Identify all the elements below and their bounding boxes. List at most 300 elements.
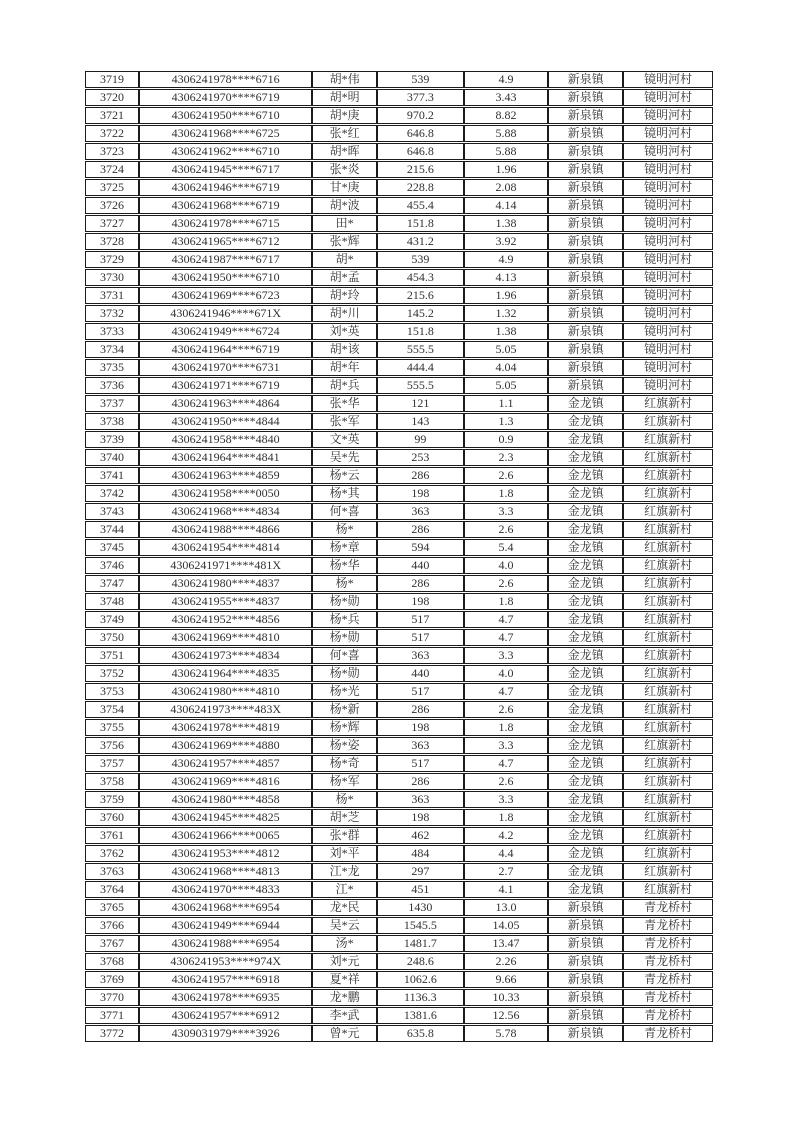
town-cell: 金龙镇 xyxy=(548,665,623,682)
town-cell: 金龙镇 xyxy=(548,431,623,448)
amount-cell: 145.2 xyxy=(377,305,464,322)
area-cell: 3.92 xyxy=(464,233,549,250)
area-cell: 12.56 xyxy=(464,1007,549,1024)
village-cell: 红旗新村 xyxy=(623,611,713,628)
town-cell: 金龙镇 xyxy=(548,611,623,628)
table-row xyxy=(85,899,713,916)
amount-cell: 555.5 xyxy=(377,341,464,358)
person-name-cell: 张*辉 xyxy=(312,233,377,250)
town-cell: 金龙镇 xyxy=(548,521,623,538)
town-cell: 金龙镇 xyxy=(548,881,623,898)
id-number-cell: 4306241949****6724 xyxy=(139,323,312,340)
id-number-cell: 4306241968****6719 xyxy=(139,197,312,214)
person-name-cell: 汤* xyxy=(312,935,377,952)
town-cell: 新泉镇 xyxy=(548,917,623,934)
amount-cell: 484 xyxy=(377,845,464,862)
row-number-cell: 3770 xyxy=(85,989,139,1006)
row-number-cell: 3728 xyxy=(85,233,139,250)
row-number-cell: 3723 xyxy=(85,143,139,160)
table-row xyxy=(85,323,713,340)
id-number-cell: 4306241953****4812 xyxy=(139,845,312,862)
area-cell: 2.6 xyxy=(464,701,549,718)
amount-cell: 440 xyxy=(377,665,464,682)
id-number-cell: 4306241980****4837 xyxy=(139,575,312,592)
amount-cell: 1381.6 xyxy=(377,1007,464,1024)
table-row xyxy=(85,413,713,430)
village-cell: 镜明河村 xyxy=(623,323,713,340)
id-number-cell: 4306241962****6710 xyxy=(139,143,312,160)
person-name-cell: 张*华 xyxy=(312,395,377,412)
id-number-cell: 4306241973****483X xyxy=(139,701,312,718)
area-cell: 3.3 xyxy=(464,737,549,754)
village-cell: 青龙桥村 xyxy=(623,899,713,916)
id-number-cell: 4306241969****4810 xyxy=(139,629,312,646)
area-cell: 3.3 xyxy=(464,647,549,664)
id-number-cell: 4306241955****4837 xyxy=(139,593,312,610)
person-name-cell: 张*军 xyxy=(312,413,377,430)
area-cell: 4.7 xyxy=(464,683,549,700)
town-cell: 金龙镇 xyxy=(548,845,623,862)
person-name-cell: 何*喜 xyxy=(312,647,377,664)
person-name-cell: 龙*鹏 xyxy=(312,989,377,1006)
row-number-cell: 3735 xyxy=(85,359,139,376)
row-number-cell: 3764 xyxy=(85,881,139,898)
table-row xyxy=(85,791,713,808)
area-cell: 4.7 xyxy=(464,755,549,772)
person-name-cell: 胡*玲 xyxy=(312,287,377,304)
town-cell: 新泉镇 xyxy=(548,89,623,106)
area-cell: 5.4 xyxy=(464,539,549,556)
village-cell: 镜明河村 xyxy=(623,197,713,214)
area-cell: 1.38 xyxy=(464,323,549,340)
amount-cell: 151.8 xyxy=(377,323,464,340)
row-number-cell: 3719 xyxy=(85,71,139,88)
id-number-cell: 4306241978****6935 xyxy=(139,989,312,1006)
area-cell: 3.3 xyxy=(464,791,549,808)
amount-cell: 431.2 xyxy=(377,233,464,250)
id-number-cell: 4306241954****4814 xyxy=(139,539,312,556)
village-cell: 红旗新村 xyxy=(623,521,713,538)
row-number-cell: 3730 xyxy=(85,269,139,286)
amount-cell: 253 xyxy=(377,449,464,466)
town-cell: 新泉镇 xyxy=(548,1025,623,1042)
area-cell: 9.66 xyxy=(464,971,549,988)
area-cell: 3.3 xyxy=(464,503,549,520)
person-name-cell: 胡*芝 xyxy=(312,809,377,826)
village-cell: 红旗新村 xyxy=(623,791,713,808)
amount-cell: 248.6 xyxy=(377,953,464,970)
id-number-cell: 4306241966****0065 xyxy=(139,827,312,844)
table-row xyxy=(85,341,713,358)
person-name-cell: 杨*勋 xyxy=(312,665,377,682)
amount-cell: 363 xyxy=(377,503,464,520)
id-number-cell: 4306241946****671X xyxy=(139,305,312,322)
table-row xyxy=(85,107,713,124)
id-number-cell: 4306241987****6717 xyxy=(139,251,312,268)
person-name-cell: 吴*先 xyxy=(312,449,377,466)
amount-cell: 363 xyxy=(377,647,464,664)
row-number-cell: 3733 xyxy=(85,323,139,340)
person-name-cell: 杨*光 xyxy=(312,683,377,700)
person-name-cell: 杨*兵 xyxy=(312,611,377,628)
village-cell: 红旗新村 xyxy=(623,467,713,484)
id-number-cell: 4306241964****4835 xyxy=(139,665,312,682)
row-number-cell: 3763 xyxy=(85,863,139,880)
row-number-cell: 3762 xyxy=(85,845,139,862)
amount-cell: 517 xyxy=(377,683,464,700)
town-cell: 新泉镇 xyxy=(548,899,623,916)
area-cell: 2.6 xyxy=(464,773,549,790)
town-cell: 新泉镇 xyxy=(548,305,623,322)
amount-cell: 539 xyxy=(377,71,464,88)
table-row xyxy=(85,269,713,286)
row-number-cell: 3767 xyxy=(85,935,139,952)
village-cell: 青龙桥村 xyxy=(623,1007,713,1024)
row-number-cell: 3746 xyxy=(85,557,139,574)
village-cell: 镜明河村 xyxy=(623,305,713,322)
village-cell: 红旗新村 xyxy=(623,719,713,736)
town-cell: 金龙镇 xyxy=(548,809,623,826)
table-row xyxy=(85,647,713,664)
area-cell: 0.9 xyxy=(464,431,549,448)
amount-cell: 454.3 xyxy=(377,269,464,286)
table-row xyxy=(85,197,713,214)
person-name-cell: 胡*孟 xyxy=(312,269,377,286)
town-cell: 金龙镇 xyxy=(548,395,623,412)
town-cell: 新泉镇 xyxy=(548,359,623,376)
person-name-cell: 吴*云 xyxy=(312,917,377,934)
amount-cell: 286 xyxy=(377,521,464,538)
id-number-cell: 4306241980****4858 xyxy=(139,791,312,808)
town-cell: 金龙镇 xyxy=(548,827,623,844)
village-cell: 红旗新村 xyxy=(623,809,713,826)
table-row xyxy=(85,359,713,376)
table-row xyxy=(85,305,713,322)
table-row xyxy=(85,287,713,304)
person-name-cell: 杨*奇 xyxy=(312,755,377,772)
area-cell: 4.9 xyxy=(464,251,549,268)
town-cell: 新泉镇 xyxy=(548,971,623,988)
town-cell: 新泉镇 xyxy=(548,125,623,142)
area-cell: 1.3 xyxy=(464,413,549,430)
amount-cell: 198 xyxy=(377,809,464,826)
table-body xyxy=(85,71,713,1042)
table-row xyxy=(85,449,713,466)
area-cell: 1.38 xyxy=(464,215,549,232)
amount-cell: 517 xyxy=(377,611,464,628)
person-name-cell: 甘*庚 xyxy=(312,179,377,196)
table-row xyxy=(85,701,713,718)
person-name-cell: 刘*元 xyxy=(312,953,377,970)
table-row xyxy=(85,629,713,646)
person-name-cell: 杨*军 xyxy=(312,773,377,790)
area-cell: 5.88 xyxy=(464,143,549,160)
row-number-cell: 3729 xyxy=(85,251,139,268)
town-cell: 金龙镇 xyxy=(548,629,623,646)
town-cell: 金龙镇 xyxy=(548,593,623,610)
id-number-cell: 4306241968****6954 xyxy=(139,899,312,916)
area-cell: 1.32 xyxy=(464,305,549,322)
amount-cell: 286 xyxy=(377,773,464,790)
area-cell: 5.05 xyxy=(464,377,549,394)
row-number-cell: 3726 xyxy=(85,197,139,214)
row-number-cell: 3766 xyxy=(85,917,139,934)
table-row xyxy=(85,953,713,970)
row-number-cell: 3743 xyxy=(85,503,139,520)
amount-cell: 198 xyxy=(377,485,464,502)
town-cell: 金龙镇 xyxy=(548,755,623,772)
town-cell: 新泉镇 xyxy=(548,71,623,88)
village-cell: 镜明河村 xyxy=(623,287,713,304)
area-cell: 5.88 xyxy=(464,125,549,142)
area-cell: 10.33 xyxy=(464,989,549,1006)
town-cell: 新泉镇 xyxy=(548,377,623,394)
table-row xyxy=(85,863,713,880)
area-cell: 2.7 xyxy=(464,863,549,880)
id-number-cell: 4306241950****4844 xyxy=(139,413,312,430)
id-number-cell: 4306241969****4880 xyxy=(139,737,312,754)
person-name-cell: 夏*祥 xyxy=(312,971,377,988)
table-row xyxy=(85,881,713,898)
person-name-cell: 田* xyxy=(312,215,377,232)
row-number-cell: 3742 xyxy=(85,485,139,502)
id-number-cell: 4306241965****6712 xyxy=(139,233,312,250)
amount-cell: 455.4 xyxy=(377,197,464,214)
village-cell: 青龙桥村 xyxy=(623,917,713,934)
town-cell: 金龙镇 xyxy=(548,683,623,700)
village-cell: 红旗新村 xyxy=(623,539,713,556)
id-number-cell: 4306241968****4834 xyxy=(139,503,312,520)
person-name-cell: 江* xyxy=(312,881,377,898)
id-number-cell: 4306241945****6717 xyxy=(139,161,312,178)
id-number-cell: 4306241949****6944 xyxy=(139,917,312,934)
town-cell: 金龙镇 xyxy=(548,701,623,718)
row-number-cell: 3744 xyxy=(85,521,139,538)
area-cell: 1.8 xyxy=(464,485,549,502)
id-number-cell: 4306241968****6725 xyxy=(139,125,312,142)
village-cell: 镜明河村 xyxy=(623,269,713,286)
village-cell: 镜明河村 xyxy=(623,89,713,106)
amount-cell: 440 xyxy=(377,557,464,574)
amount-cell: 1481.7 xyxy=(377,935,464,952)
amount-cell: 555.5 xyxy=(377,377,464,394)
row-number-cell: 3761 xyxy=(85,827,139,844)
person-name-cell: 胡*该 xyxy=(312,341,377,358)
id-number-cell: 4306241958****4840 xyxy=(139,431,312,448)
id-number-cell: 4306241964****4841 xyxy=(139,449,312,466)
row-number-cell: 3741 xyxy=(85,467,139,484)
subsidy-table xyxy=(85,70,713,1043)
table-row xyxy=(85,683,713,700)
table-row xyxy=(85,557,713,574)
area-cell: 2.3 xyxy=(464,449,549,466)
village-cell: 青龙桥村 xyxy=(623,935,713,952)
table-row xyxy=(85,719,713,736)
table-row xyxy=(85,233,713,250)
area-cell: 2.6 xyxy=(464,521,549,538)
amount-cell: 539 xyxy=(377,251,464,268)
area-cell: 14.05 xyxy=(464,917,549,934)
table-row xyxy=(85,593,713,610)
table-row xyxy=(85,755,713,772)
row-number-cell: 3738 xyxy=(85,413,139,430)
village-cell: 红旗新村 xyxy=(623,629,713,646)
id-number-cell: 4309031979****3926 xyxy=(139,1025,312,1042)
row-number-cell: 3734 xyxy=(85,341,139,358)
person-name-cell: 张*炎 xyxy=(312,161,377,178)
table-row xyxy=(85,1025,713,1042)
row-number-cell: 3740 xyxy=(85,449,139,466)
town-cell: 新泉镇 xyxy=(548,989,623,1006)
person-name-cell: 杨*勋 xyxy=(312,629,377,646)
person-name-cell: 张*群 xyxy=(312,827,377,844)
village-cell: 红旗新村 xyxy=(623,413,713,430)
person-name-cell: 杨*姿 xyxy=(312,737,377,754)
person-name-cell: 文*英 xyxy=(312,431,377,448)
town-cell: 金龙镇 xyxy=(548,557,623,574)
id-number-cell: 4306241957****6912 xyxy=(139,1007,312,1024)
id-number-cell: 4306241971****481X xyxy=(139,557,312,574)
table-row xyxy=(85,1007,713,1024)
table-row xyxy=(85,665,713,682)
amount-cell: 286 xyxy=(377,701,464,718)
amount-cell: 286 xyxy=(377,575,464,592)
row-number-cell: 3751 xyxy=(85,647,139,664)
person-name-cell: 李*武 xyxy=(312,1007,377,1024)
town-cell: 金龙镇 xyxy=(548,773,623,790)
town-cell: 金龙镇 xyxy=(548,485,623,502)
town-cell: 新泉镇 xyxy=(548,197,623,214)
person-name-cell: 胡*明 xyxy=(312,89,377,106)
person-name-cell: 杨*辉 xyxy=(312,719,377,736)
person-name-cell: 刘*英 xyxy=(312,323,377,340)
area-cell: 4.4 xyxy=(464,845,549,862)
village-cell: 红旗新村 xyxy=(623,593,713,610)
person-name-cell: 何*喜 xyxy=(312,503,377,520)
village-cell: 青龙桥村 xyxy=(623,971,713,988)
row-number-cell: 3721 xyxy=(85,107,139,124)
id-number-cell: 4306241953****974X xyxy=(139,953,312,970)
village-cell: 镜明河村 xyxy=(623,377,713,394)
row-number-cell: 3739 xyxy=(85,431,139,448)
town-cell: 金龙镇 xyxy=(548,719,623,736)
person-name-cell: 胡*兵 xyxy=(312,377,377,394)
table-row xyxy=(85,485,713,502)
area-cell: 13.0 xyxy=(464,899,549,916)
town-cell: 新泉镇 xyxy=(548,215,623,232)
table-row xyxy=(85,143,713,160)
row-number-cell: 3720 xyxy=(85,89,139,106)
village-cell: 红旗新村 xyxy=(623,827,713,844)
person-name-cell: 杨* xyxy=(312,521,377,538)
amount-cell: 377.3 xyxy=(377,89,464,106)
area-cell: 4.14 xyxy=(464,197,549,214)
row-number-cell: 3765 xyxy=(85,899,139,916)
table-row xyxy=(85,125,713,142)
id-number-cell: 4306241973****4834 xyxy=(139,647,312,664)
village-cell: 青龙桥村 xyxy=(623,989,713,1006)
row-number-cell: 3771 xyxy=(85,1007,139,1024)
person-name-cell: 胡*川 xyxy=(312,305,377,322)
id-number-cell: 4306241988****6954 xyxy=(139,935,312,952)
table-row xyxy=(85,215,713,232)
area-cell: 4.0 xyxy=(464,665,549,682)
village-cell: 镜明河村 xyxy=(623,125,713,142)
town-cell: 新泉镇 xyxy=(548,287,623,304)
area-cell: 8.82 xyxy=(464,107,549,124)
id-number-cell: 4306241978****6715 xyxy=(139,215,312,232)
person-name-cell: 胡*年 xyxy=(312,359,377,376)
row-number-cell: 3754 xyxy=(85,701,139,718)
id-number-cell: 4306241971****6719 xyxy=(139,377,312,394)
table-row xyxy=(85,827,713,844)
table-row xyxy=(85,989,713,1006)
person-name-cell: 龙*民 xyxy=(312,899,377,916)
area-cell: 4.04 xyxy=(464,359,549,376)
table-row xyxy=(85,377,713,394)
amount-cell: 1136.3 xyxy=(377,989,464,1006)
row-number-cell: 3769 xyxy=(85,971,139,988)
area-cell: 2.26 xyxy=(464,953,549,970)
village-cell: 红旗新村 xyxy=(623,773,713,790)
amount-cell: 1545.5 xyxy=(377,917,464,934)
person-name-cell: 杨*华 xyxy=(312,557,377,574)
id-number-cell: 4306241958****0050 xyxy=(139,485,312,502)
amount-cell: 151.8 xyxy=(377,215,464,232)
area-cell: 2.6 xyxy=(464,467,549,484)
person-name-cell: 杨*勋 xyxy=(312,593,377,610)
village-cell: 青龙桥村 xyxy=(623,1025,713,1042)
person-name-cell: 刘*平 xyxy=(312,845,377,862)
town-cell: 金龙镇 xyxy=(548,539,623,556)
row-number-cell: 3732 xyxy=(85,305,139,322)
row-number-cell: 3755 xyxy=(85,719,139,736)
table-row xyxy=(85,161,713,178)
area-cell: 3.43 xyxy=(464,89,549,106)
table-row xyxy=(85,539,713,556)
table-row xyxy=(85,809,713,826)
person-name-cell: 杨* xyxy=(312,791,377,808)
amount-cell: 462 xyxy=(377,827,464,844)
id-number-cell: 4306241952****4856 xyxy=(139,611,312,628)
table-row xyxy=(85,917,713,934)
id-number-cell: 4306241957****4857 xyxy=(139,755,312,772)
id-number-cell: 4306241946****6719 xyxy=(139,179,312,196)
town-cell: 新泉镇 xyxy=(548,161,623,178)
village-cell: 红旗新村 xyxy=(623,557,713,574)
row-number-cell: 3722 xyxy=(85,125,139,142)
row-number-cell: 3757 xyxy=(85,755,139,772)
table-row xyxy=(85,845,713,862)
village-cell: 镜明河村 xyxy=(623,341,713,358)
village-cell: 红旗新村 xyxy=(623,755,713,772)
person-name-cell: 江*龙 xyxy=(312,863,377,880)
area-cell: 4.2 xyxy=(464,827,549,844)
amount-cell: 451 xyxy=(377,881,464,898)
amount-cell: 517 xyxy=(377,755,464,772)
village-cell: 红旗新村 xyxy=(623,881,713,898)
village-cell: 镜明河村 xyxy=(623,143,713,160)
row-number-cell: 3758 xyxy=(85,773,139,790)
amount-cell: 215.6 xyxy=(377,161,464,178)
amount-cell: 121 xyxy=(377,395,464,412)
town-cell: 新泉镇 xyxy=(548,341,623,358)
village-cell: 红旗新村 xyxy=(623,701,713,718)
area-cell: 1.1 xyxy=(464,395,549,412)
table-row xyxy=(85,611,713,628)
row-number-cell: 3727 xyxy=(85,215,139,232)
id-number-cell: 4306241957****6918 xyxy=(139,971,312,988)
